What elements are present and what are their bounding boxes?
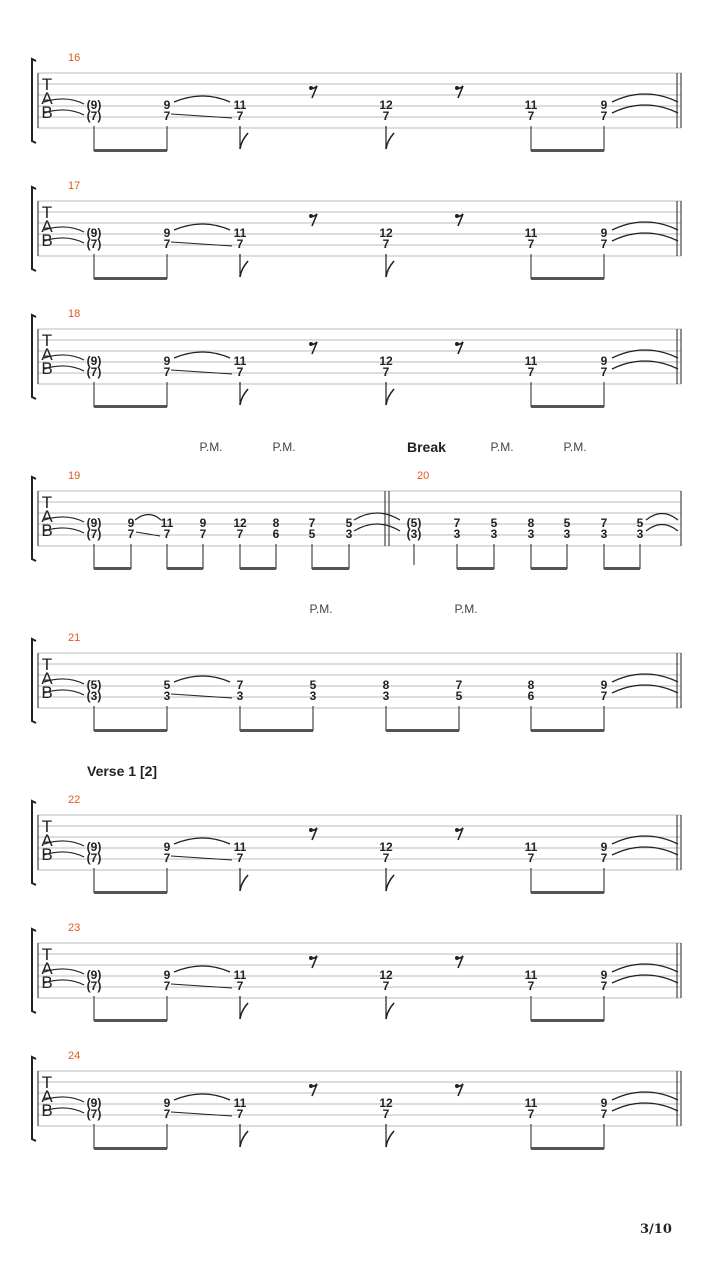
fret-number: 7 (163, 851, 171, 865)
tie-arc (174, 1094, 230, 1100)
fret-number: 7 (236, 979, 244, 993)
palm-mute-mark: P.M. (199, 440, 223, 454)
fret-number: 8 (382, 678, 390, 692)
fret-number: 7 (600, 1107, 608, 1121)
fret-number: 12 (379, 226, 393, 240)
fret-number: 3 (309, 689, 317, 703)
fret-number: 7 (236, 109, 244, 123)
fret-number: 7 (236, 365, 244, 379)
note-beam (312, 567, 349, 570)
tab-clef-letter: A (41, 217, 53, 236)
fret-number: 11 (233, 1096, 247, 1110)
system-bracket (32, 477, 36, 561)
fret-number: 7 (382, 979, 390, 993)
fret-number: 3 (236, 689, 244, 703)
fret-number: 7 (382, 109, 390, 123)
fret-number: 5 (308, 527, 316, 541)
fret-number: 7 (527, 237, 535, 251)
note-flag-icon (240, 389, 248, 405)
fret-number: 5 (345, 516, 353, 530)
fret-number: 7 (600, 237, 608, 251)
palm-mute-mark: P.M. (563, 440, 587, 454)
page-number: 3/10 (640, 1222, 672, 1237)
note-beam (240, 567, 276, 570)
tab-system (32, 922, 681, 1022)
fret-number: (3) (86, 689, 102, 703)
fret-number: 7 (163, 1107, 171, 1121)
fret-number: 3 (490, 527, 498, 541)
fret-number: 12 (379, 98, 393, 112)
tab-clef-letter: A (41, 507, 53, 526)
fret-number: 7 (199, 527, 207, 541)
tie-arc (354, 513, 400, 520)
fret-number: 7 (236, 237, 244, 251)
tab-clef-letter: T (41, 493, 53, 512)
palm-mute-mark: P.M. (490, 440, 514, 454)
note-beam (531, 1147, 604, 1150)
fret-number: 3 (600, 527, 608, 541)
note-beam (531, 891, 604, 894)
fret-number: (9) (86, 516, 102, 530)
fret-number: 3 (163, 689, 171, 703)
tie-arc (174, 96, 230, 102)
fret-number: 11 (524, 98, 538, 112)
fret-number: 7 (382, 237, 390, 251)
fret-number: 3 (453, 527, 461, 541)
fret-number: 7 (382, 1107, 390, 1121)
fret-number: 9 (600, 98, 608, 112)
tie-out (646, 525, 678, 532)
fret-number: 5 (490, 516, 498, 530)
tab-clef-letter: A (41, 959, 53, 978)
bar-number: 16 (68, 52, 81, 64)
fret-number: 7 (600, 109, 608, 123)
fret-number: (9) (86, 226, 102, 240)
fret-number: 5 (163, 678, 171, 692)
fret-number: 9 (600, 226, 608, 240)
system-bracket (32, 639, 36, 723)
tab-clef-letter: A (41, 1087, 53, 1106)
note-flag-icon (240, 1003, 248, 1019)
tab-clef-letter: B (41, 683, 53, 702)
note-beam (94, 149, 167, 152)
fret-number: (7) (86, 979, 102, 993)
note-flag-icon (240, 1131, 248, 1147)
note-beam (531, 729, 604, 732)
bar-number: 21 (68, 632, 81, 644)
note-flag-icon (240, 875, 248, 891)
fret-number: (3) (406, 527, 422, 541)
fret-number: 7 (527, 109, 535, 123)
fret-number: 12 (379, 354, 393, 368)
note-beam (94, 567, 131, 570)
fret-number: 9 (163, 840, 171, 854)
fret-number: 7 (600, 365, 608, 379)
bar-number: 19 (68, 470, 81, 482)
fret-number: 3 (345, 527, 353, 541)
fret-number: 9 (163, 226, 171, 240)
note-beam (531, 149, 604, 152)
note-beam (94, 277, 167, 280)
fret-number: 3 (563, 527, 571, 541)
fret-number: 7 (600, 689, 608, 703)
fret-number: 11 (524, 840, 538, 854)
note-flag-icon (386, 133, 394, 149)
note-beam (94, 405, 167, 408)
note-beam (167, 567, 203, 570)
note-beam (240, 729, 313, 732)
fret-number: (7) (86, 365, 102, 379)
fret-number: 7 (236, 678, 244, 692)
fret-number: 9 (600, 968, 608, 982)
fret-number: 7 (382, 365, 390, 379)
fret-number: 11 (524, 968, 538, 982)
tab-system (32, 602, 681, 732)
tie-arc (174, 966, 230, 972)
section-label: Verse 1 [2] (87, 763, 158, 779)
fret-number: 9 (600, 1096, 608, 1110)
fret-number: 9 (600, 354, 608, 368)
tie-arc (174, 352, 230, 358)
tab-system (32, 794, 681, 894)
tie-arc (174, 838, 230, 844)
tab-clef-letter: B (41, 845, 53, 864)
fret-number: 7 (163, 979, 171, 993)
note-beam (94, 1147, 167, 1150)
note-beam (386, 729, 459, 732)
tab-clef-letter: A (41, 345, 53, 364)
tab-clef-letter: B (41, 103, 53, 122)
fret-number: 8 (527, 678, 535, 692)
tab-clef-letter: B (41, 359, 53, 378)
fret-number: 11 (233, 840, 247, 854)
fret-number: 7 (127, 527, 135, 541)
tab-clef-letter: T (41, 817, 53, 836)
fret-number: 12 (379, 840, 393, 854)
note-flag-icon (386, 1131, 394, 1147)
note-beam (94, 729, 167, 732)
fret-number: 11 (160, 516, 174, 530)
fret-number: 11 (233, 98, 247, 112)
tab-clef-letter: A (41, 669, 53, 688)
tab-system (32, 52, 681, 152)
fret-number: 9 (600, 678, 608, 692)
fret-number: 11 (524, 354, 538, 368)
fret-number: 9 (163, 1096, 171, 1110)
fret-number: 8 (272, 516, 280, 530)
fret-number: (5) (86, 678, 102, 692)
note-flag-icon (386, 875, 394, 891)
tab-clef-letter: A (41, 831, 53, 850)
bar-number: 20 (417, 470, 430, 482)
fret-number: 7 (163, 109, 171, 123)
fret-number: (9) (86, 98, 102, 112)
tab-system (32, 180, 681, 280)
tab-clef-letter: T (41, 203, 53, 222)
fret-number: 7 (236, 851, 244, 865)
note-flag-icon (386, 1003, 394, 1019)
tie-arc (354, 524, 400, 531)
fret-number: (7) (86, 1107, 102, 1121)
system-bracket (32, 929, 36, 1013)
tab-clef-letter: B (41, 973, 53, 992)
fret-number: 6 (527, 689, 535, 703)
tab-clef-letter: T (41, 945, 53, 964)
fret-number: (9) (86, 354, 102, 368)
fret-number: 9 (199, 516, 207, 530)
tie-arc (174, 676, 230, 682)
tab-clef-letter: B (41, 231, 53, 250)
fret-number: 7 (527, 365, 535, 379)
tab-clef-letter: T (41, 331, 53, 350)
fret-number: 5 (636, 516, 644, 530)
tab-clef-letter: B (41, 521, 53, 540)
bar-number: 22 (68, 794, 81, 806)
bar-number: 24 (68, 1050, 81, 1062)
tab-clef-letter: T (41, 1073, 53, 1092)
fret-number: 7 (600, 979, 608, 993)
fret-number: 7 (527, 851, 535, 865)
tab-clef-letter: A (41, 89, 53, 108)
fret-number: 12 (233, 516, 247, 530)
fret-number: (9) (86, 968, 102, 982)
system-bracket (32, 315, 36, 399)
fret-number: 9 (127, 516, 135, 530)
fret-number: 7 (455, 678, 463, 692)
fret-number: (9) (86, 840, 102, 854)
note-beam (531, 405, 604, 408)
fret-number: 7 (600, 851, 608, 865)
note-beam (531, 1019, 604, 1022)
fret-number: 7 (163, 365, 171, 379)
fret-number: 5 (309, 678, 317, 692)
fret-number: 12 (379, 1096, 393, 1110)
fret-number: 7 (308, 516, 316, 530)
note-flag-icon (240, 133, 248, 149)
fret-number: 7 (453, 516, 461, 530)
tab-system (32, 1050, 681, 1150)
section-label: Break (407, 439, 446, 455)
fret-number: 11 (233, 226, 247, 240)
fret-number: (7) (86, 237, 102, 251)
fret-number: 9 (600, 840, 608, 854)
fret-number: 11 (524, 1096, 538, 1110)
fret-number: 11 (233, 968, 247, 982)
tab-clef-letter: T (41, 75, 53, 94)
bar-number: 23 (68, 922, 81, 934)
fret-number: 3 (636, 527, 644, 541)
fret-number: 11 (233, 354, 247, 368)
bar-number: 17 (68, 180, 81, 192)
fret-number: (9) (86, 1096, 102, 1110)
fret-number: 7 (236, 1107, 244, 1121)
note-flag-icon (240, 261, 248, 277)
fret-number: 3 (382, 689, 390, 703)
tab-system (32, 308, 681, 408)
system-bracket (32, 1057, 36, 1141)
system-bracket (32, 187, 36, 271)
fret-number: 5 (455, 689, 463, 703)
fret-number: 7 (163, 237, 171, 251)
fret-number: 3 (527, 527, 535, 541)
fret-number: 6 (272, 527, 280, 541)
fret-number: 7 (236, 527, 244, 541)
bar-number: 18 (68, 308, 81, 320)
tie-out (646, 514, 678, 521)
note-beam (604, 567, 640, 570)
note-flag-icon (386, 261, 394, 277)
system-bracket (32, 59, 36, 143)
palm-mute-mark: P.M. (272, 440, 296, 454)
fret-number: 9 (163, 354, 171, 368)
fret-number: (5) (406, 516, 422, 530)
fret-number: 9 (163, 968, 171, 982)
tab-system (32, 440, 681, 570)
tie-arc (174, 224, 230, 230)
palm-mute-mark: P.M. (454, 602, 478, 616)
fret-number: 7 (163, 527, 171, 541)
fret-number: 8 (527, 516, 535, 530)
tab-clef-letter: T (41, 655, 53, 674)
fret-number: 9 (163, 98, 171, 112)
fret-number: 11 (524, 226, 538, 240)
fret-number: 12 (379, 968, 393, 982)
note-flag-icon (386, 389, 394, 405)
fret-number: 7 (382, 851, 390, 865)
note-beam (94, 1019, 167, 1022)
fret-number: 7 (600, 516, 608, 530)
system-bracket (32, 801, 36, 885)
note-beam (457, 567, 494, 570)
tab-clef-letter: B (41, 1101, 53, 1120)
fret-number: 7 (527, 1107, 535, 1121)
fret-number: 5 (563, 516, 571, 530)
fret-number: (7) (86, 109, 102, 123)
tie-arc (135, 515, 161, 521)
palm-mute-mark: P.M. (309, 602, 333, 616)
fret-number: (7) (86, 527, 102, 541)
fret-number: (7) (86, 851, 102, 865)
note-beam (531, 567, 567, 570)
note-beam (94, 891, 167, 894)
fret-number: 7 (527, 979, 535, 993)
note-beam (531, 277, 604, 280)
